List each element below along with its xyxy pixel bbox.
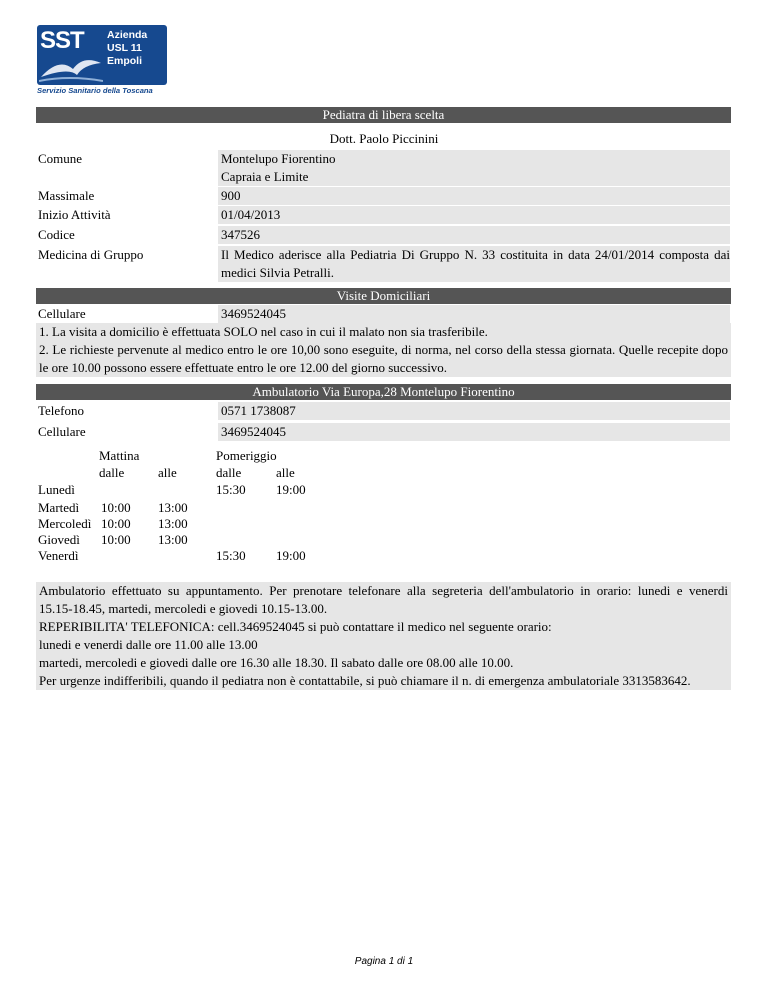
day-label: Venerdì (38, 548, 79, 563)
medicina-gruppo-line: Il Medico aderisce alla Pediatria Di Gruppo N. 33 costituita in data 24/01/2014 composta dai (221, 247, 730, 262)
info-line: 15.15-18.45, martedi, mercoledi e giovedi 10.15-13.00. (39, 601, 328, 616)
comune-value-line: Montelupo Fiorentino (221, 151, 336, 166)
info-line: Ambulatorio effettuato su appuntamento. Per prenotare telefonare alla segreteria dell'ambulatorio in orario: lunedi e venerdi (39, 583, 728, 598)
telefono-value: 0571 1738087 (218, 402, 730, 420)
telefono-label: Telefono (38, 403, 85, 418)
info-line: REPERIBILITA' TELEFONICA: cell.3469524045 si può contattare il medico nel seguente orario: (39, 619, 552, 634)
logo-right-text (107, 29, 147, 68)
visite-note-line: 2. Le richieste pervenute al medico entro le ore 10,00 sono eseguite, di norma, nel corso della stessa giornata. Quelle recepite dopo (39, 342, 728, 357)
afternoon-from: 15:30 (216, 482, 246, 497)
logo-line3: Empoli (107, 55, 143, 67)
logo-sst-text: SST (40, 27, 84, 54)
page-footer: Pagina 1 di 1 (354, 956, 414, 967)
inizio-attivita-value: 01/04/2013 (218, 206, 730, 224)
morning-from: 10:00 (101, 500, 131, 515)
day-label: Giovedì (38, 532, 80, 547)
medicina-gruppo-line: medici Silvia Petralli. (221, 265, 335, 280)
morning-header: Mattina (99, 448, 140, 463)
afternoon-from-header: dalle (216, 465, 242, 480)
section-header-visite: Visite Domiciliari (36, 288, 731, 304)
seagull-icon (39, 51, 103, 83)
afternoon-to: 19:00 (276, 548, 306, 563)
morning-from: 10:00 (101, 532, 131, 547)
info-line: lunedi e venerdi dalle ore 11.00 alle 13.00 (39, 637, 258, 652)
section-header-ambulatorio: Ambulatorio Via Europa,28 Montelupo Fiorentino (36, 384, 731, 400)
morning-from: 10:00 (101, 516, 131, 531)
massimale-value: 900 (218, 187, 730, 205)
morning-to-header: alle (158, 465, 177, 480)
visite-note-line: 1. La visita a domicilio è effettuata SOLO nel caso in cui il malato non sia trasferibile. (39, 324, 488, 339)
codice-value: 347526 (218, 226, 730, 244)
day-label: Lunedì (38, 482, 75, 497)
morning-to: 13:00 (158, 516, 188, 531)
afternoon-to-header: alle (276, 465, 295, 480)
medicina-gruppo-label: Medicina di Gruppo (38, 247, 144, 262)
ambulatorio-cellulare-label: Cellulare (38, 424, 86, 439)
visite-notes (36, 323, 731, 377)
morning-to: 13:00 (158, 500, 188, 515)
ambulatorio-info (36, 582, 731, 690)
asl-logo (37, 25, 169, 97)
afternoon-header: Pomeriggio (216, 448, 277, 463)
doctor-name: Dott. Paolo Piccinini (329, 131, 439, 146)
section-header-pediatra: Pediatra di libera scelta (36, 107, 731, 123)
afternoon-from: 15:30 (216, 548, 246, 563)
afternoon-to: 19:00 (276, 482, 306, 497)
info-line: martedi, mercoledi e giovedi dalle ore 16.30 alle 18.30. Il sabato dalle ore 08.00 alle 10.00. (39, 655, 514, 670)
ambulatorio-cellulare-value: 3469524045 (218, 423, 730, 441)
medicina-gruppo-value (218, 246, 730, 282)
visite-note-line: le ore 10.00 possono essere effettuate entro le ore 12.00 del giorno successivo. (39, 360, 448, 375)
visite-cellulare-value: 3469524045 (218, 305, 730, 323)
comune-value (218, 150, 730, 186)
morning-to: 13:00 (158, 532, 188, 547)
morning-from-header: dalle (99, 465, 125, 480)
comune-value-line: Capraia e Limite (221, 169, 309, 184)
logo-line2: USL 11 (107, 42, 142, 54)
massimale-label: Massimale (38, 188, 95, 203)
logo-line1: Azienda (107, 29, 148, 41)
comune-label: Comune (38, 151, 83, 166)
visite-cellulare-label: Cellulare (38, 306, 86, 321)
logo-box (37, 25, 167, 85)
day-label: Martedì (38, 500, 80, 515)
info-line: Per urgenze indifferibili, quando il pediatra non è contattabile, si può chiamare il n. di emergenza ambulatoriale 3313583642. (39, 673, 691, 688)
inizio-attivita-label: Inizio Attività (38, 207, 111, 222)
logo-caption: Servizio Sanitario della Toscana (37, 86, 153, 95)
codice-label: Codice (38, 227, 75, 242)
day-label: Mercoledì (38, 516, 92, 531)
